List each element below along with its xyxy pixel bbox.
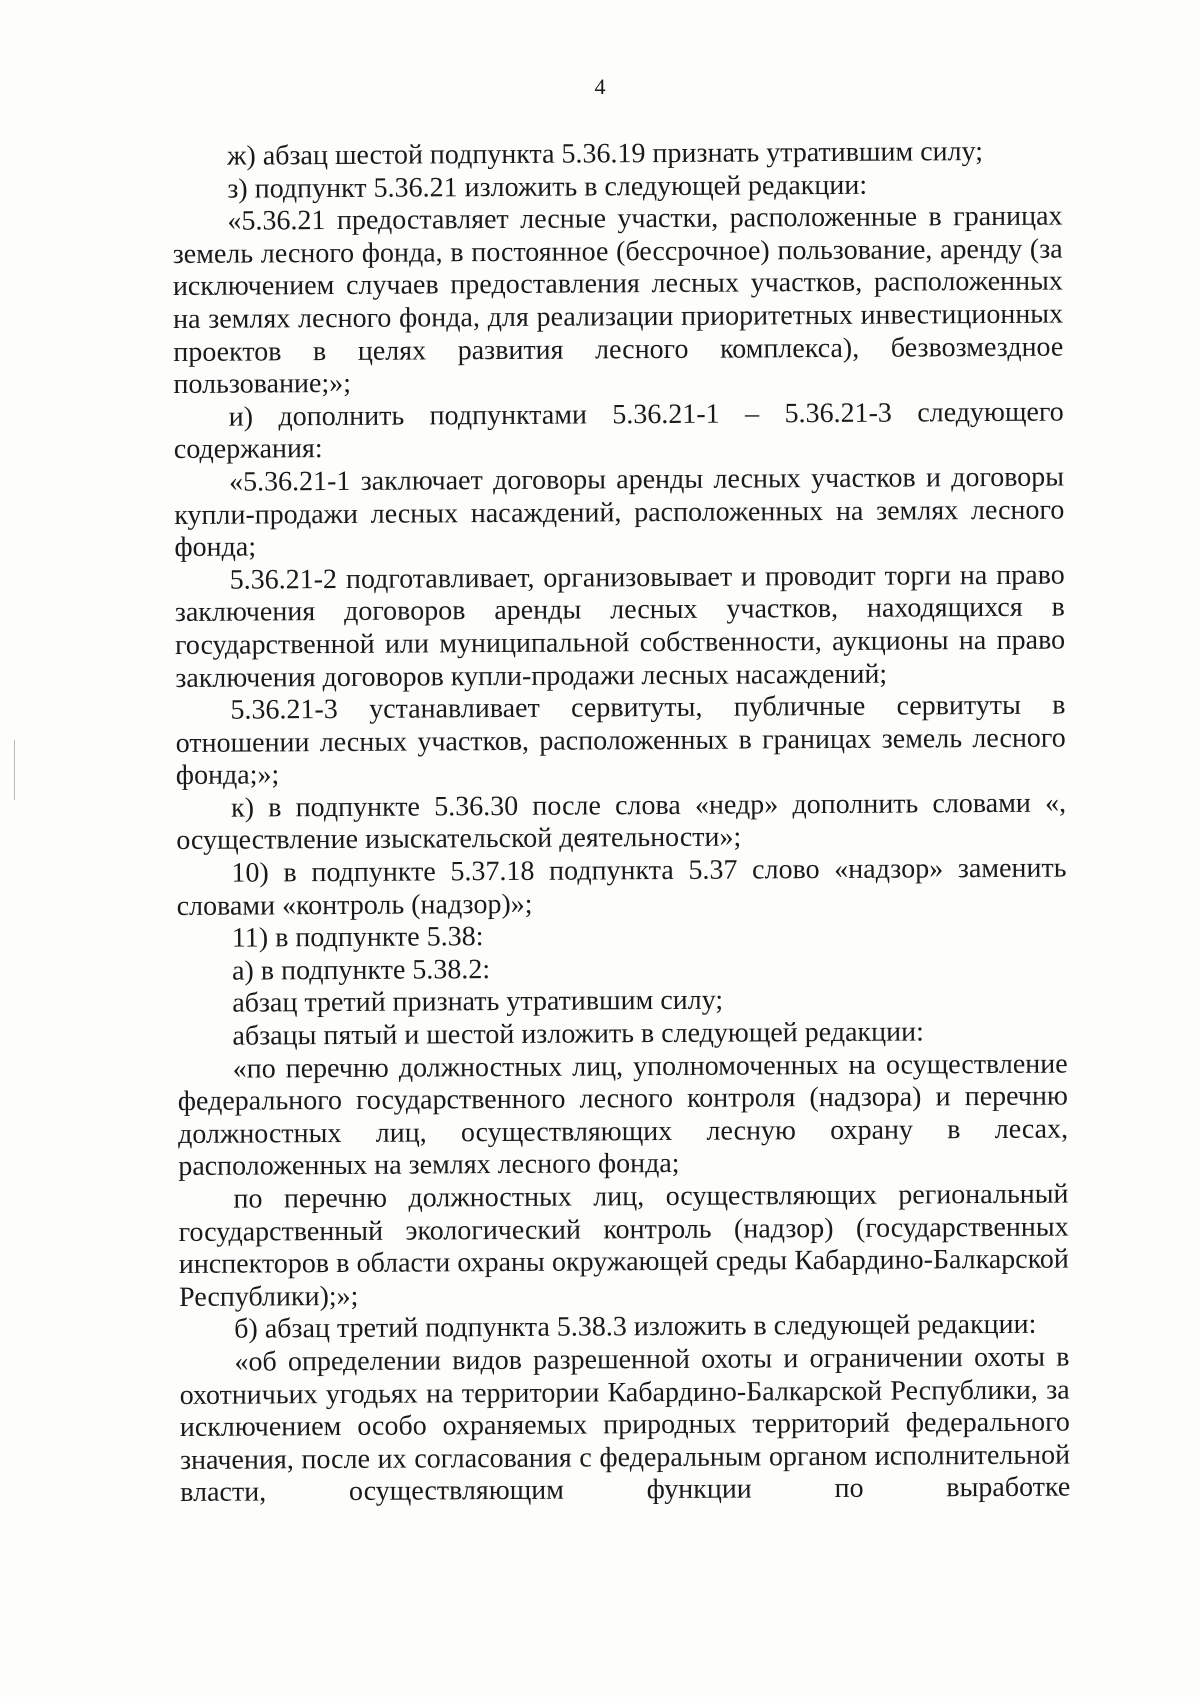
paragraph-zh: ж) абзац шестой подпункта 5.36.19 признать утратившим силу; xyxy=(226,136,984,172)
paragraph-k: к) в подпункте 5.36.30 после слова «недр» дополнить словами «, осуществление изыскательской деятельности»; xyxy=(176,787,1067,857)
paragraph-5-36-21-2: 5.36.21-2 подготавливает, организовывает и проводит торги на право заключения договоров аренды лесных участков, находящихся в государственной или муниципальной собственности, аукционы на право заключения договоров купли-продажи лесных насаждений; xyxy=(174,559,1066,694)
paragraph-perechen-lesnoj: «по перечню должностных лиц, уполномоченных на осуществление федерального государственного лесного контроля (надзора) и перечню должностных лиц, осуществляющих лесную охрану в лесах, расположенных на землях лесного фонда; xyxy=(177,1048,1069,1183)
paragraph-5-36-21-1: «5.36.21-1 заключает договоры аренды лесных участков и договоры купли-продажи лесных насаждений, расположенных на землях лесного фонда; xyxy=(174,461,1065,564)
paragraph-a: а) в подпункте 5.38.2: xyxy=(231,953,491,987)
paragraph-okhota: «об определении видов разрешенной охоты и ограничении охоты в охотничьих угодьях на территории Кабардино-Балкарской Республики, за исключением особо охраняемых природных территорий федерального значения, после их согласования с федеральным органом исполнительной власти, осуществляющим функции по выработке xyxy=(179,1341,1071,1509)
paragraph-10: 10) в подпункте 5.37.18 подпункта 5.37 слово «надзор» заменить словами «контроль (надзор)»; xyxy=(176,852,1067,922)
paragraph-11: 11) в подпункте 5.38: xyxy=(231,921,484,954)
paragraph-5-36-21-3: 5.36.21-3 устанавливает сервитуты, публичные сервитуты в отношении лесных участков, расположенных в границах земель лесного фонда;»; xyxy=(175,689,1066,792)
paragraph-abzacy-pyatyj-shestoj: абзацы пятый и шестой изложить в следующей редакции: xyxy=(232,1016,924,1052)
paragraph-perechen-ekologicheskij: по перечню должностных лиц, осуществляющих региональный государственный экологический контроль (надзор) (государственных инспекторов в области охраны окружающей среды Кабардино-Балкарской Республики);»; xyxy=(178,1178,1069,1313)
page-number: 4 xyxy=(594,74,606,99)
paragraph-5-36-21: «5.36.21 предоставляет лесные участки, расположенные в границах земель лесного фонда, в постоянное (бессрочное) пользование, аренду (за исключением случаев предоставления лесных участков, расположенных на землях лесного фонда, для реализации приоритетных инвестиционных проектов в целях развития лесного комплекса), безвозмездное пользование;»; xyxy=(172,200,1064,401)
paragraph-z: з) подпункт 5.36.21 изложить в следующей редакции: xyxy=(227,169,868,205)
scan-artifact xyxy=(14,740,15,800)
paragraph-b: б) абзац третий подпункта 5.38.3 изложить в следующей редакции: xyxy=(234,1309,1037,1346)
paragraph-i: и) дополнить подпунктами 5.36.21-1 – 5.36.21-3 следующего содержания: xyxy=(173,396,1064,466)
paragraph-abzac-tretij: абзац третий признать утратившим силу; xyxy=(232,985,724,1020)
document-body xyxy=(172,136,1070,1510)
